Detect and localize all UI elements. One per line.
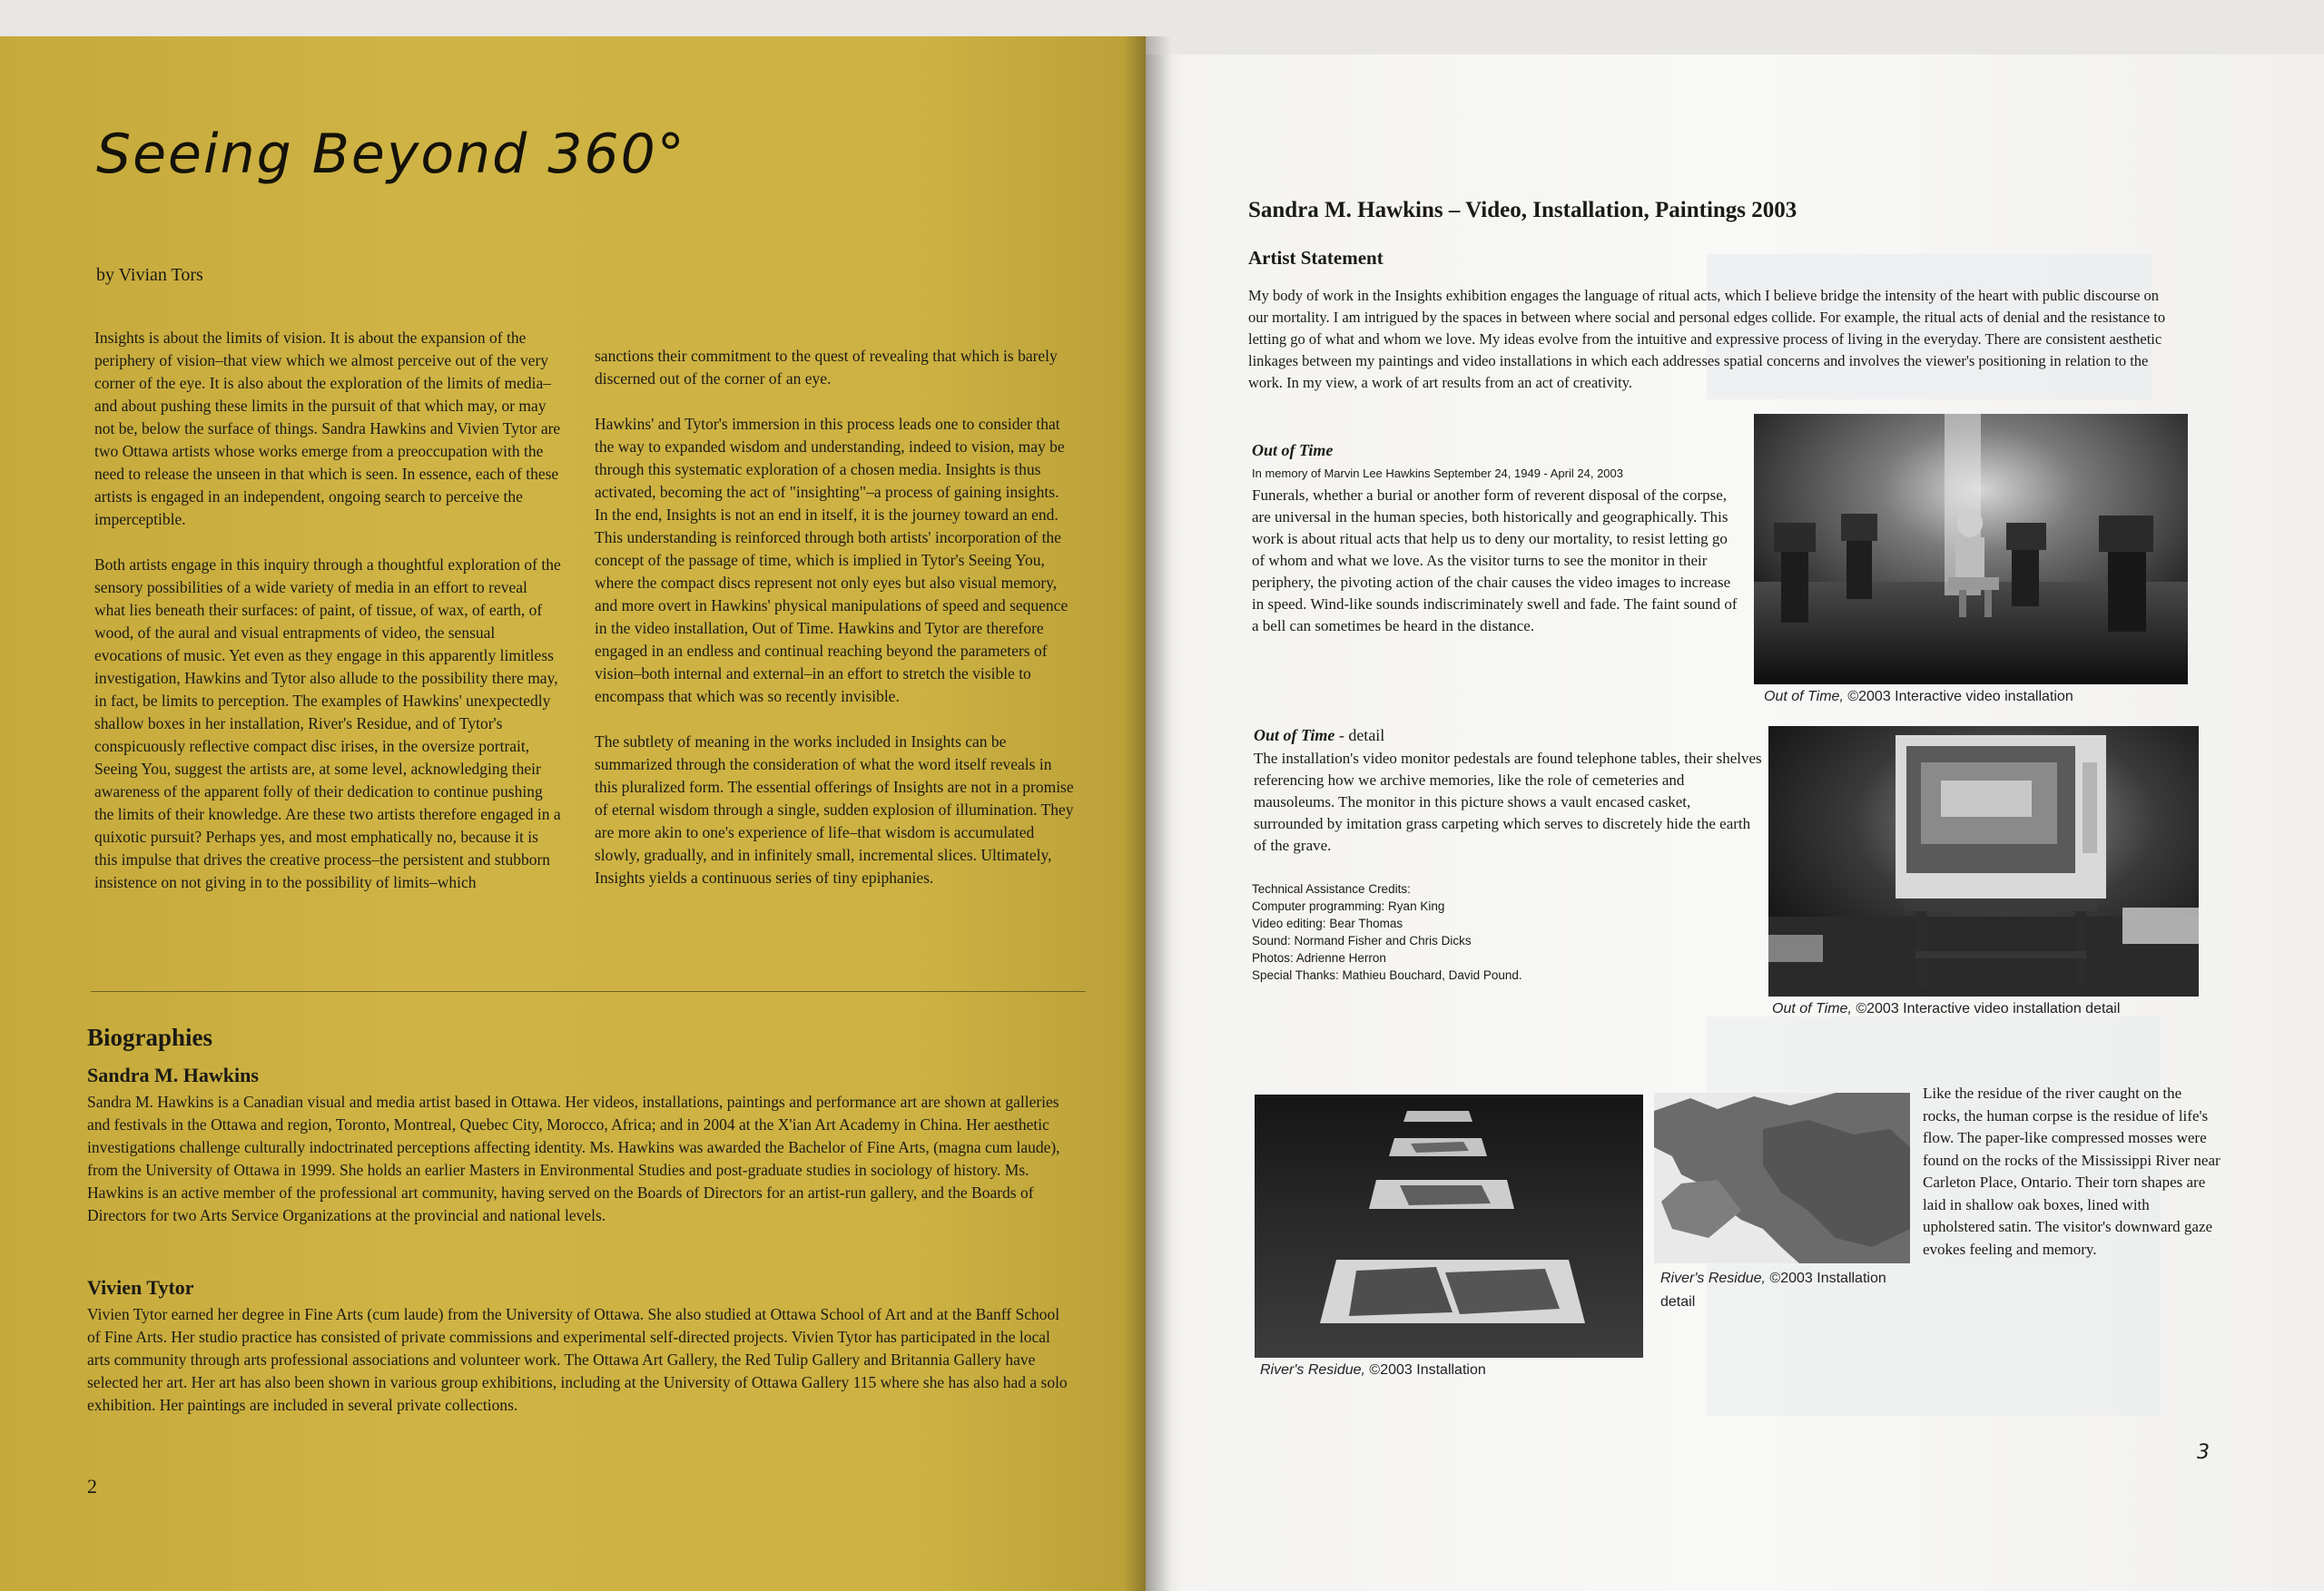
page-number-left: 2 xyxy=(87,1475,97,1498)
caption-text: ©2003 Installation xyxy=(1765,1271,1886,1286)
credit-line: Video editing: Bear Thomas xyxy=(1252,917,1403,930)
bio-name-tytor: Vivien Tytor xyxy=(87,1276,194,1299)
credit-line: Computer programming: Ryan King xyxy=(1252,899,1445,913)
work-description-out-of-time-detail: The installation's video monitor pedestals are found telephone tables, their shelves referencing how we archive memories, like the role of cemeteries and mausoleums. The monitor in this picture shows a vault encased casket, surrounded by imitation grass carpeting which serves to discretely hide the earth of the grave. xyxy=(1254,750,1762,854)
credit-line: Technical Assistance Credits: xyxy=(1252,882,1411,896)
photo-caption-out-of-time xyxy=(1764,689,2073,705)
biographies-heading: Biographies xyxy=(87,1024,213,1051)
section-divider xyxy=(91,991,1086,992)
artist-statement-heading: Artist Statement xyxy=(1248,247,1384,269)
technical-credits xyxy=(1252,880,1522,984)
work-title-out-of-time: Out of Time xyxy=(1252,441,1334,459)
installation-photo xyxy=(1255,1095,1643,1358)
photo-caption-rivers-residue-detail xyxy=(1660,1267,1886,1314)
paragraph: sanctions their commitment to the quest of revealing that which is barely discerned out of the corner of an eye. xyxy=(595,347,1058,388)
credit-line: Sound: Normand Fisher and Chris Dicks xyxy=(1252,934,1472,948)
caption-text: detail xyxy=(1660,1294,1696,1310)
credit-line: Special Thanks: Mathieu Bouchard, David Pound. xyxy=(1252,968,1522,982)
installation-detail-photo xyxy=(1768,726,2199,997)
paragraph: Both artists engage in this inquiry through a thoughtful exploration of the sensory possibilities of a wide variety of media in an effort to reveal what lies beneath their surfaces: of paint, of tissue, of wax, of earth, of wood, of the aural and visual entrapments of video, the sensual evocations of music. Yet even as they engage in this apparently limitless investigation, Hawkins and Tytor also allude to the possibility there may, in fact, be limits to perception. The examples of Hawkins' unexpectedly shallow boxes in her installation, River's Residue, and of Tytor's conspicuously reflective compact disc irises, in the oversize portrait, Seeing You, suggest the artists are, at some level, acknowledging their awareness of the apparent folly of their dedication to continue pushing the limits of their knowledge. Are these two artists therefore engaged in a quixotic pursuit? Perhaps yes, and most emphatically no, because it is this impulse that drives the creative process–the persistent and stubborn insistence on not giving in to the possibility of limits–which xyxy=(94,555,561,891)
article-column-1 xyxy=(94,327,562,917)
moss-detail-photo xyxy=(1654,1093,1910,1263)
photo-caption-rivers-residue xyxy=(1260,1362,1486,1379)
credit-line: Photos: Adrienne Herron xyxy=(1252,951,1386,965)
caption-title: River's Residue, xyxy=(1260,1362,1365,1378)
article-byline: by Vivian Tors xyxy=(96,265,203,285)
artist-statement: My body of work in the Insights exhibition engages the language of ritual acts, which I believe bridge the intensity of the heart with public discourse on our mortality. I am intrigued by the spaces in between where social and personal edges collide. For example, the ritual acts of denial and the resistance to letting go of what and whom we love. My ideas evolve from the intuitive and expressive process of living in the everyday. There are consistent aesthetic linkages between my paintings and video installations in which each addresses spatial concerns and involves the viewer's positioning in relation to the work. In my view, a work of art results from an act of creativity. xyxy=(1248,287,2166,391)
paragraph: The subtlety of meaning in the works included in Insights can be summarized through the consideration of what the word itself reveals in this pluralized form. The essential offerings of Insights are not in a promise of eternal wisdom through a single, sudden explosion of illumination. They are more akin to one's experience of life–that wisdom is accumulated slowly, gradually, and in infinitely small, incremental slices. Ultimately, Insights yields a continuous series of tiny epiphanies. xyxy=(595,732,1074,887)
caption-title: River's Residue, xyxy=(1660,1271,1766,1286)
photo-rivers-residue-detail xyxy=(1654,1093,1910,1263)
work-title-detail: - detail xyxy=(1334,726,1385,744)
rivers-residue-description: Like the residue of the river caught on the rocks, the human corpse is the residue of life's flow. The paper-like compressed mosses were found on the rocks of the Mississippi River near Carleton Place, Ontario. Their torn shapes are laid in shallow oak boxes, lined with upholstered satin. The visitor's downward gaze evokes feeling and memory. xyxy=(1923,1085,2221,1258)
memorial-dedication: In memory of Marvin Lee Hawkins September 24, 1949 - April 24, 2003 xyxy=(1252,466,1623,480)
bio-name-hawkins: Sandra M. Hawkins xyxy=(87,1064,259,1086)
photo-out-of-time-detail xyxy=(1768,726,2199,997)
photo-caption-out-of-time-detail xyxy=(1772,1001,2120,1017)
paragraph: Hawkins' and Tytor's immersion in this process leads one to consider that the way to expanded wisdom and understanding, indeed to vision, may be through this systematic exploration of a chosen media. Insights is thus activated, becoming the act of "insighting"–a process of gaining insights. In the end, Insights is not an end in itself, it is the journey toward an end. This understanding is reinforced through both artists' incorporation of the concept of the passage of time, which is implied in Tytor's Seeing You, where the compact discs represent not only eyes but also visual memory, and more overt in Hawkins' physical manipulations of speed and sequence in the video installation, Out of Time. Hawkins and Tytor are therefore engaged in an endless and continual reaching beyond the parameters of vision–both internal and external–in an effort to stretch the visible to encompass that which was so recently invisible. xyxy=(595,415,1068,705)
bio-text-hawkins: Sandra M. Hawkins is a Canadian visual and media artist based in Ottawa. Her videos, installations, paintings and performance art are shown at galleries and festivals in the Ottawa and region, Toronto, Montreal, Quebec City, Morocco, Africa; and in 2004 at the X'ian Art Academy in China. Her aesthetic investigations challenge culturally indoctrinated perceptions affecting identity. Ms. Hawkins was awarded the Bachelor of Fine Arts, (magna cum laude), from the University of Ottawa in 1999. She holds an earlier Masters in Environmental Studies and post-graduate studies in sociology of history. Ms. Hawkins is an active member of the professional art community, having served on the Boards of Directors for an artist-run gallery, and the Boards of Directors for two Arts Service Organizations at the provincial and national levels. xyxy=(87,1093,1060,1224)
right-page-title: Sandra M. Hawkins – Video, Installation, Paintings 2003 xyxy=(1248,198,1797,222)
paragraph: Insights is about the limits of vision. It is about the expansion of the periphery of vision–that view which we almost perceive out of the very corner of the eye. It is also about the exploration of the limits of media–and about pushing these limits in the pursuit of that which may, or may not be, below the surface of things. Sandra Hawkins and Vivien Tytor are two Ottawa artists whose works emerge from a preoccupation with the need to release the unseen in that which is seen. In essence, each of these artists is engaged in an independent, ongoing search to perceive the imperceptible. xyxy=(94,329,561,528)
photo-rivers-residue xyxy=(1255,1095,1643,1358)
bio-text-tytor: Vivien Tytor earned her degree in Fine Arts (cum laude) from the University of Ottawa. She also studied at Ottawa School of Art and at the Banff School of Fine Arts. Her studio practice has consisted of private commissions and experimental self-directed projects. Vivien Tytor has participated in the local arts community through arts professional associations and volunteer work. The Ottawa Art Gallery, the Red Tulip Gallery and Britannia Gallery have selected her art. Her art has also been shown in various group exhibitions, including at the University of Ottawa Gallery 115 where she has also had a solo exhibition. Her paintings are included in several private collections. xyxy=(87,1305,1068,1414)
photo-out-of-time xyxy=(1754,414,2188,684)
work-description-out-of-time: Funerals, whether a burial or another form of reverent disposal of the corpse, are universal in the human species, both historically and geographically. This work is about ritual acts that help us to deny our mortality, to resist letting go of whom and what we love. As the visitor turns to see the monitor in their periphery, the pivoting action of the chair causes the video images to increase in speed. Wind-like sounds indiscriminately swell and fade. The faint sound of a bell can sometimes be heard in the distance. xyxy=(1252,486,1738,634)
gutter-shadow xyxy=(1124,36,1171,1591)
caption-title: Out of Time, xyxy=(1764,689,1844,704)
installation-photo xyxy=(1754,414,2188,684)
caption-text: ©2003 Interactive video installation xyxy=(1843,689,2073,704)
page-number-right: 3 xyxy=(2197,1441,2210,1464)
caption-title: Out of Time, xyxy=(1772,1001,1852,1016)
article-column-2 xyxy=(595,345,1076,912)
work-title-text: Out of Time xyxy=(1254,726,1335,744)
caption-text: ©2003 Installation xyxy=(1364,1362,1486,1378)
work-title-out-of-time-detail xyxy=(1254,726,1384,745)
caption-text: ©2003 Interactive video installation detail xyxy=(1851,1001,2121,1016)
article-title: Seeing Beyond 360° xyxy=(96,123,686,186)
